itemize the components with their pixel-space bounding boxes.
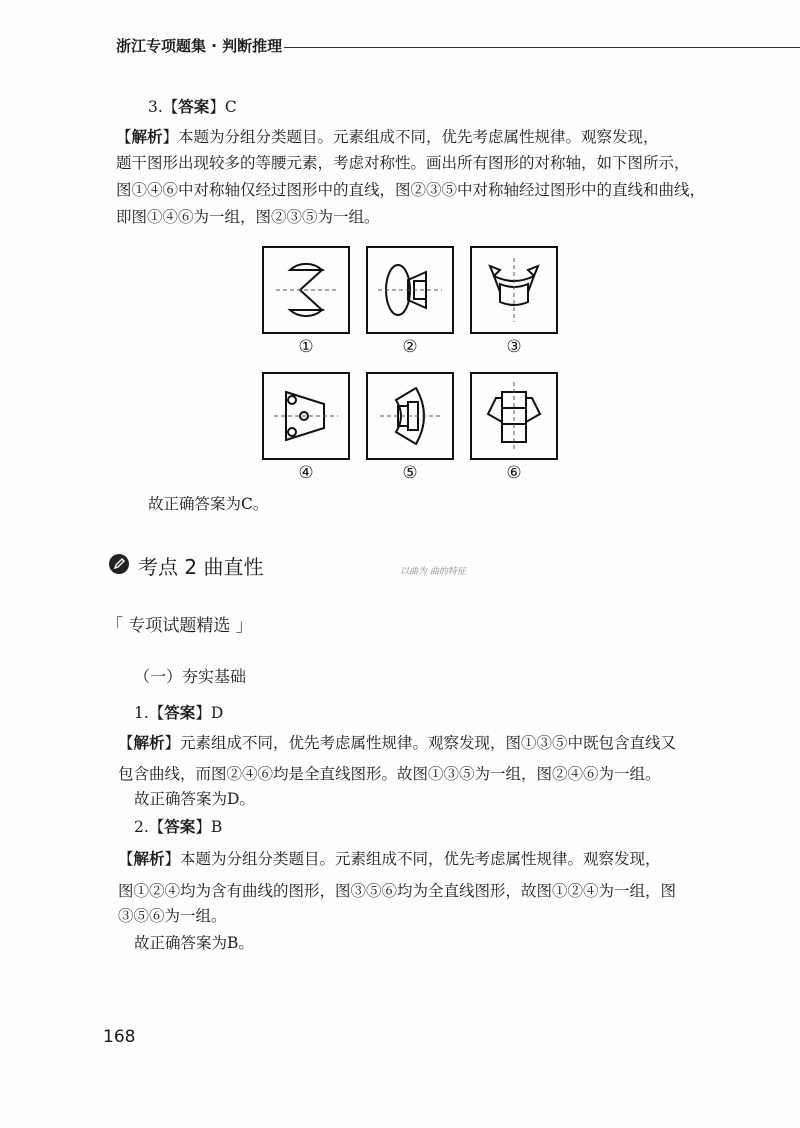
q1-analysis-text1: 元素组成不同，优先考虑属性规律。观察发现，图①③⑤中既包含直线又 [180, 734, 677, 752]
q1-analysis-line1 [118, 733, 676, 753]
q3-answer-value: 】C [209, 98, 237, 116]
header-title: 浙江专项题集 · 判断推理 [116, 37, 283, 55]
q3-analysis-line1 [116, 127, 659, 147]
q1-analysis-label: 解析 [133, 734, 165, 752]
q3-answer-prefix: 3.【 [148, 98, 179, 116]
q3-analysis-open: 【 [116, 128, 132, 146]
figure-2-label: ② [402, 337, 418, 357]
figure-3 [470, 246, 558, 334]
q2-analysis-line1 [118, 849, 661, 869]
figure-1 [262, 246, 350, 334]
q3-analysis-text1: 本题为分组分类题目。元素组成不同，优先考虑属性规律。观察发现， [178, 128, 659, 146]
q1-answer [134, 703, 223, 723]
figure-4 [262, 372, 350, 460]
running-header [116, 33, 726, 63]
q2-answer-prefix: 2.【 [134, 818, 165, 836]
q2-analysis-open: 【 [118, 850, 134, 868]
q1-analysis-close: 】 [164, 734, 181, 752]
q1-analysis-open: 【 [118, 734, 134, 752]
subsection-title: （一）夯实基础 [134, 667, 247, 686]
exercise-bracket-title: 「 专项试题精选 」 [106, 616, 253, 636]
page-number: 168 [103, 1027, 136, 1047]
section-title: 考点 2 曲直性 [138, 555, 264, 579]
q3-analysis-line2: 题干图形出现较多的等腰元素，考虑对称性。画出所有图形的对称轴，如下图所示， [116, 154, 690, 172]
figure-4-label: ④ [298, 463, 314, 483]
figure-6 [470, 372, 558, 460]
q3-analysis-close: 】 [162, 128, 179, 146]
pencil-icon [108, 553, 130, 575]
q2-answer-label: 答案 [164, 818, 196, 836]
header-rule [284, 47, 800, 48]
q1-analysis-line2: 包含曲线，而图②④⑥均是全直线图形。故图①③⑤为一组，图②④⑥为一组。 [118, 765, 661, 783]
figure-6-label: ⑥ [506, 463, 522, 483]
q1-answer-prefix: 1.【 [134, 704, 165, 722]
q2-conclusion: 故正确答案为B。 [134, 934, 254, 952]
q1-conclusion: 故正确答案为D。 [134, 790, 255, 808]
q3-analysis-line3: 图①④⑥中对称轴仅经过图形中的直线，图②③⑤中对称轴经过图形中的直线和曲线， [116, 181, 706, 199]
q2-answer-value: 】B [195, 818, 223, 836]
q3-analysis-label: 解析 [131, 128, 163, 146]
q3-analysis-line4: 即图①④⑥为一组，图②③⑤为一组。 [116, 208, 380, 226]
figure-3-label: ③ [506, 337, 522, 357]
q2-answer [134, 817, 222, 837]
figure-5 [366, 372, 454, 460]
q3-answer-label: 答案 [178, 98, 210, 116]
q2-analysis-close: 】 [164, 850, 181, 868]
handwritten-note: 以曲为 曲的特征 [400, 567, 466, 577]
figure-1-label: ① [298, 337, 314, 357]
q2-analysis-text1: 本题为分组分类题目。元素组成不同，优先考虑属性规律。观察发现， [180, 850, 661, 868]
figure-2 [366, 246, 454, 334]
q1-answer-label: 答案 [164, 704, 196, 722]
q1-answer-value: 】D [195, 704, 224, 722]
q2-analysis-line2: 图①②④均为含有曲线的图形，图③⑤⑥均为全直线图形，故图①②④为一组，图 [118, 882, 677, 900]
q2-analysis-line3: ③⑤⑥为一组。 [118, 907, 227, 925]
q3-answer [148, 97, 237, 117]
q2-analysis-label: 解析 [133, 850, 165, 868]
figure-grid [258, 246, 558, 486]
q3-conclusion: 故正确答案为C。 [148, 495, 269, 513]
figure-5-label: ⑤ [402, 463, 418, 483]
